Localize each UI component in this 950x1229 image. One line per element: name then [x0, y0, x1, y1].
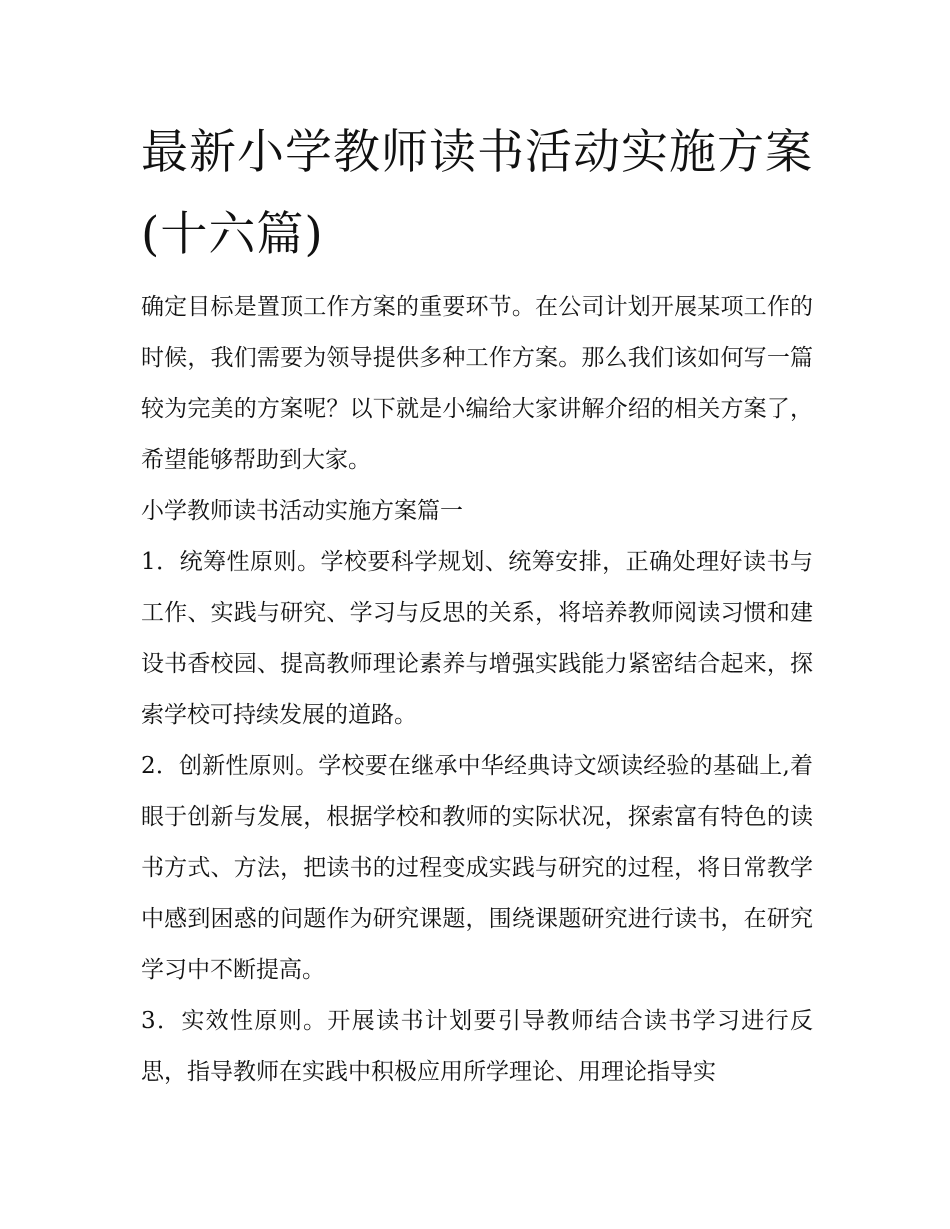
document-title: 最新小学教师读书活动实施方案(十六篇) — [141, 125, 813, 262]
document-body — [141, 112, 813, 1098]
principle-item-1: 1．统筹性原则。学校要科学规划、统筹安排，正确处理好读书与工作、实践与研究、学习与反思的关系，将培养教师阅读习惯和建设书香校园、提高教师理论素养与增强实践能力紧密结合起来，探索学校可持续发展的道路。 — [141, 549, 813, 728]
principle-item-2: 2．创新性原则。学校要在继承中华经典诗文颂读经验的基础上,着眼于创新与发展，根据学校和教师的实际状况，探索富有特色的读书方式、方法，把读书的过程变成实践与研究的过程，将日常教学中感到困惑的问题作为研究课题，围绕课题研究进行读书，在研究学习中不断提高。 — [141, 753, 813, 983]
principle-item-3: 3．实效性原则。开展读书计划要引导教师结合读书学习进行反思，指导教师在实践中积极应用所学理论、用理论指导实 — [141, 1008, 813, 1085]
intro-paragraph: 确定目标是置顶工作方案的重要环节。在公司计划开展某项工作的时候，我们需要为领导提供多种工作方案。那么我们该如何写一篇较为完美的方案呢？以下就是小编给大家讲解介绍的相关方案了，希望能够帮助到大家。 — [141, 294, 813, 473]
section-heading: 小学教师读书活动实施方案篇一 — [141, 498, 463, 524]
